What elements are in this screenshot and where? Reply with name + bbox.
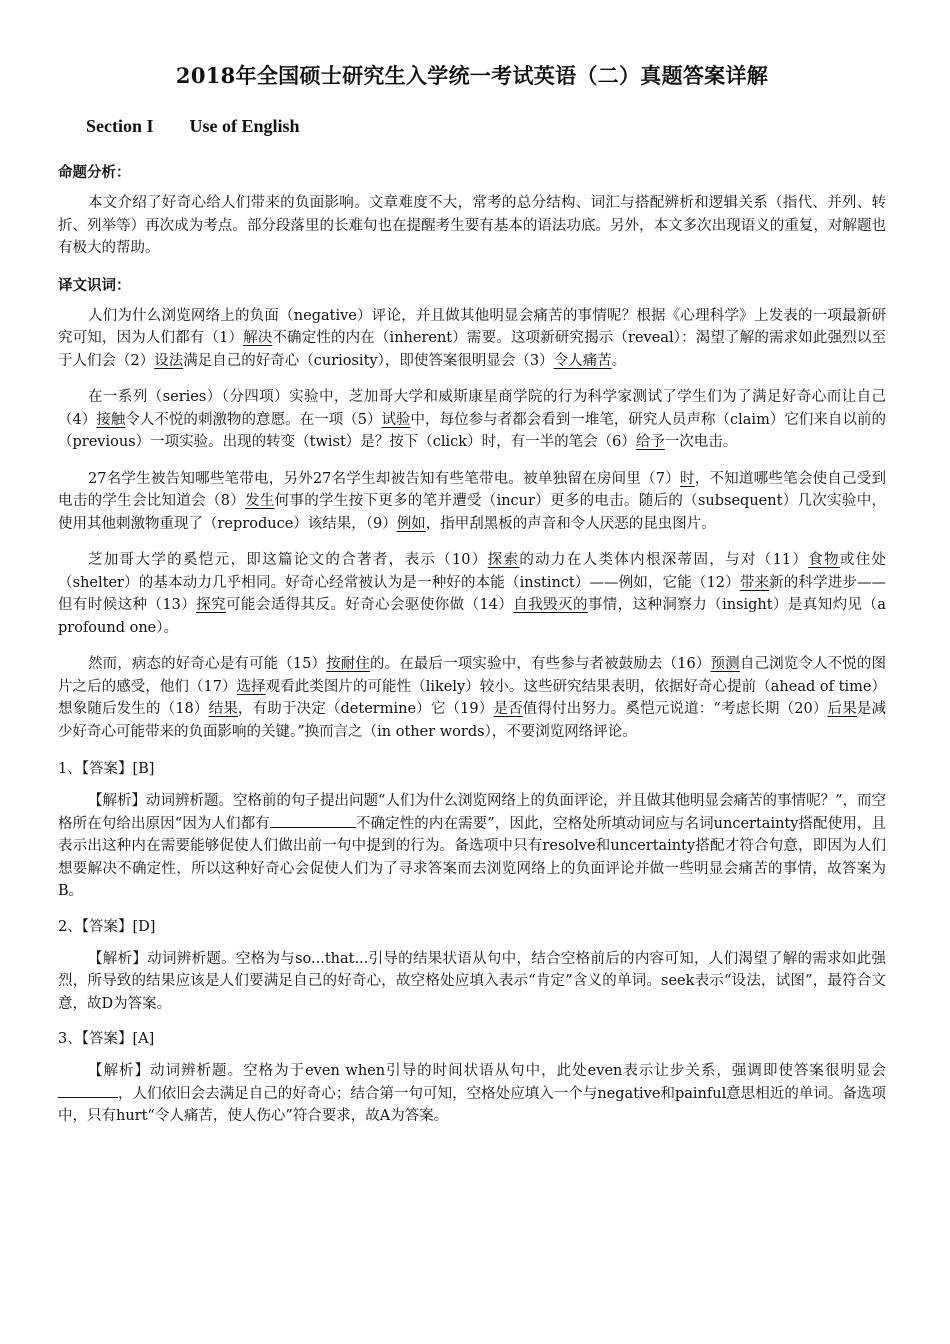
analysis-label: 命题分析： — [58, 164, 131, 181]
underlined-answer: 探索 — [487, 552, 520, 568]
underlined-answer: 结果 — [208, 701, 238, 717]
underlined-answer: 解决 — [243, 330, 273, 346]
fill-blank — [58, 1083, 118, 1098]
answer-3-explanation: 【解析】动词辨析题。空格为于even when引导的时间状语从句中，此处even表示让步关系，强调即使答案很明显会，人们依旧会去满足自己的好奇心；结合第一句可知，空格处应填入一个与negative和painful意思相近的单词。备选项中，只有hurt“令人痛苦，使人伤心”符合要求，故A为答案。 — [58, 1063, 886, 1124]
underlined-answer: 后果 — [827, 701, 857, 717]
translation-paragraph-4: 芝加哥大学的奚恺元，即这篇论文的合著者，表示（10）探索的动力在人类体内根深蒂固，与对（11）食物或住处（shelter）的基本动力几乎相同。好奇心经常被认为是一种好的本能（instinct）——例如，它能（12）带来新的科学进步——但有时候这种（13）探究可能会适得其反。好奇心会驱使你做（14）自我毁灭的事情，这种洞察力（insight）是真知灼见（a profound one）。 — [58, 552, 887, 636]
underlined-answer: 食物 — [808, 552, 840, 568]
translation-label: 译文识词： — [58, 276, 131, 294]
underlined-answer: 预测 — [710, 656, 740, 672]
answer-2-heading: 2、【答案】[D] — [58, 918, 156, 935]
translation-paragraph-3: 27名学生被告知哪些笔带电，另外27名学生却被告知有些笔带电。被单独留在房间里（7）时，不知道哪些笔会使自己受到电击的学生会比知道会（8）发生何事的学生按下更多的笔并遭受（incur）更多的电击。随后的（subsequent）几次实验中，使用其他刺激物重现了（reproduce）该结果，（9）例如，指甲刮黑板的声音和令人厌恶的昆虫图片。 — [58, 470, 887, 532]
translation-paragraph-5: 然而，病态的好奇心是有可能（15）按耐住的。在最后一项实验中，有些参与者被鼓励去（16）预测自己浏览令人不悦的图片之后的感受，他们（17）选择观看此类图片的可能性（likely）较小。这些研究结果表明，依据好奇心提前（ahead of time）想象随后发生的（18）结果，有助于决定（determine）它（19）是否值得付出努力。奚恺元说道：“考虑长期（20）后果是减少好奇心可能带来的负面影响的关键。”换而言之（in other words），不要浏览网络评论。 — [58, 656, 887, 740]
underlined-answer: 令人痛苦 — [553, 352, 612, 369]
analysis-paragraph: 本文介绍了好奇心给人们带来的负面影响。文章难度不大，常考的总分结构、词汇与搭配辨析和逻辑关系（指代、并列、转折、列举等）再次成为考点。部分段落里的长难句也在提醒考生要有基本的语法功底。另外，本文多次出现语义的重复，对解题也有极大的帮助。 — [58, 195, 886, 256]
underlined-answer: 自我毁灭的 — [513, 597, 588, 613]
answer-3-heading: 3、【答案】[A] — [58, 1031, 155, 1047]
translation-paragraph-1: 人们为什么浏览网络上的负面（negative）评论，并且做其他明显会痛苦的事情呢？根据《心理科学》上发表的一项最新研究可知，因为人们都有（1）解决不确定性的内在（inherent）需要。这项新研究揭示（reveal）：渴望了解的需求如此强烈以至于人们会（2）设法满足自己的好奇心（curiosity），即使答案很明显会（3）令人痛苦。 — [58, 307, 886, 369]
answer-2-explanation: 【解析】动词辨析题。空格为与so...that...引导的结果状语从句中，结合空格前后的内容可知，人们渴望了解的需求如此强烈，所导致的结果应该是人们要满足自己的好奇心，故空格处应填入表示“肯定”含义的单词。seek表示“设法，试图”，最符合文意，故D为答案。 — [58, 950, 886, 1012]
answer-1-heading: 1、【答案】[B] — [58, 761, 155, 777]
underlined-answer: 带来 — [739, 574, 770, 591]
underlined-answer: 设法 — [154, 352, 184, 369]
fill-blank — [270, 813, 356, 828]
section-heading — [86, 116, 886, 137]
underlined-answer: 发生 — [245, 493, 275, 509]
translation-paragraph-2: 在一系列（series）（分四项）实验中，芝加哥大学和威斯康星商学院的行为科学家测试了学生们为了满足好奇心而让自己（4）接触令人不悦的刺激物的意愿。在一项（5）试验中，每位参与者都会看到一堆笔，研究人员声称（claim）它们来自以前的（previous）一项实验。出现的转变（twist）是？按下（click）时，有一半的笔会（6）给予一次电击。 — [58, 389, 886, 450]
section-number: Section I — [86, 116, 154, 136]
underlined-answer: 给予 — [635, 434, 665, 450]
underlined-answer: 按耐住 — [326, 656, 370, 672]
answer-1-explanation: 【解析】动词辨析题。空格前的句子提出问题“人们为什么浏览网络上的负面评论，并且做其他明显会痛苦的事情呢？”，而空格所在句给出原因“因为人们都有 不确定性的内在需要”，因此，空格处所填动词应与名词uncertainty搭配使用，且表示出这种内在需要能够促使人们做出前一句中提到的行为。备选项中只有resolve和uncertainty搭配才符合句意，即因为人们想要解决不确定性，所以这种好奇心会促使人们为了寻求答案而去浏览网络上的负面评论并做一些明显会痛苦的事情，故答案为B。 — [58, 793, 887, 899]
underlined-answer: 是否 — [493, 701, 523, 717]
underlined-answer: 选择 — [236, 678, 266, 695]
page-title: 2018年全国硕士研究生入学统一考试英语（二）真题答案详解 — [175, 63, 769, 88]
underlined-answer: 接触 — [96, 411, 126, 428]
section-name: Use of English — [189, 116, 300, 136]
underlined-answer: 时 — [679, 470, 695, 487]
underlined-answer: 探究 — [196, 597, 226, 613]
underlined-answer: 例如 — [396, 515, 426, 532]
underlined-answer: 试验 — [381, 411, 411, 428]
